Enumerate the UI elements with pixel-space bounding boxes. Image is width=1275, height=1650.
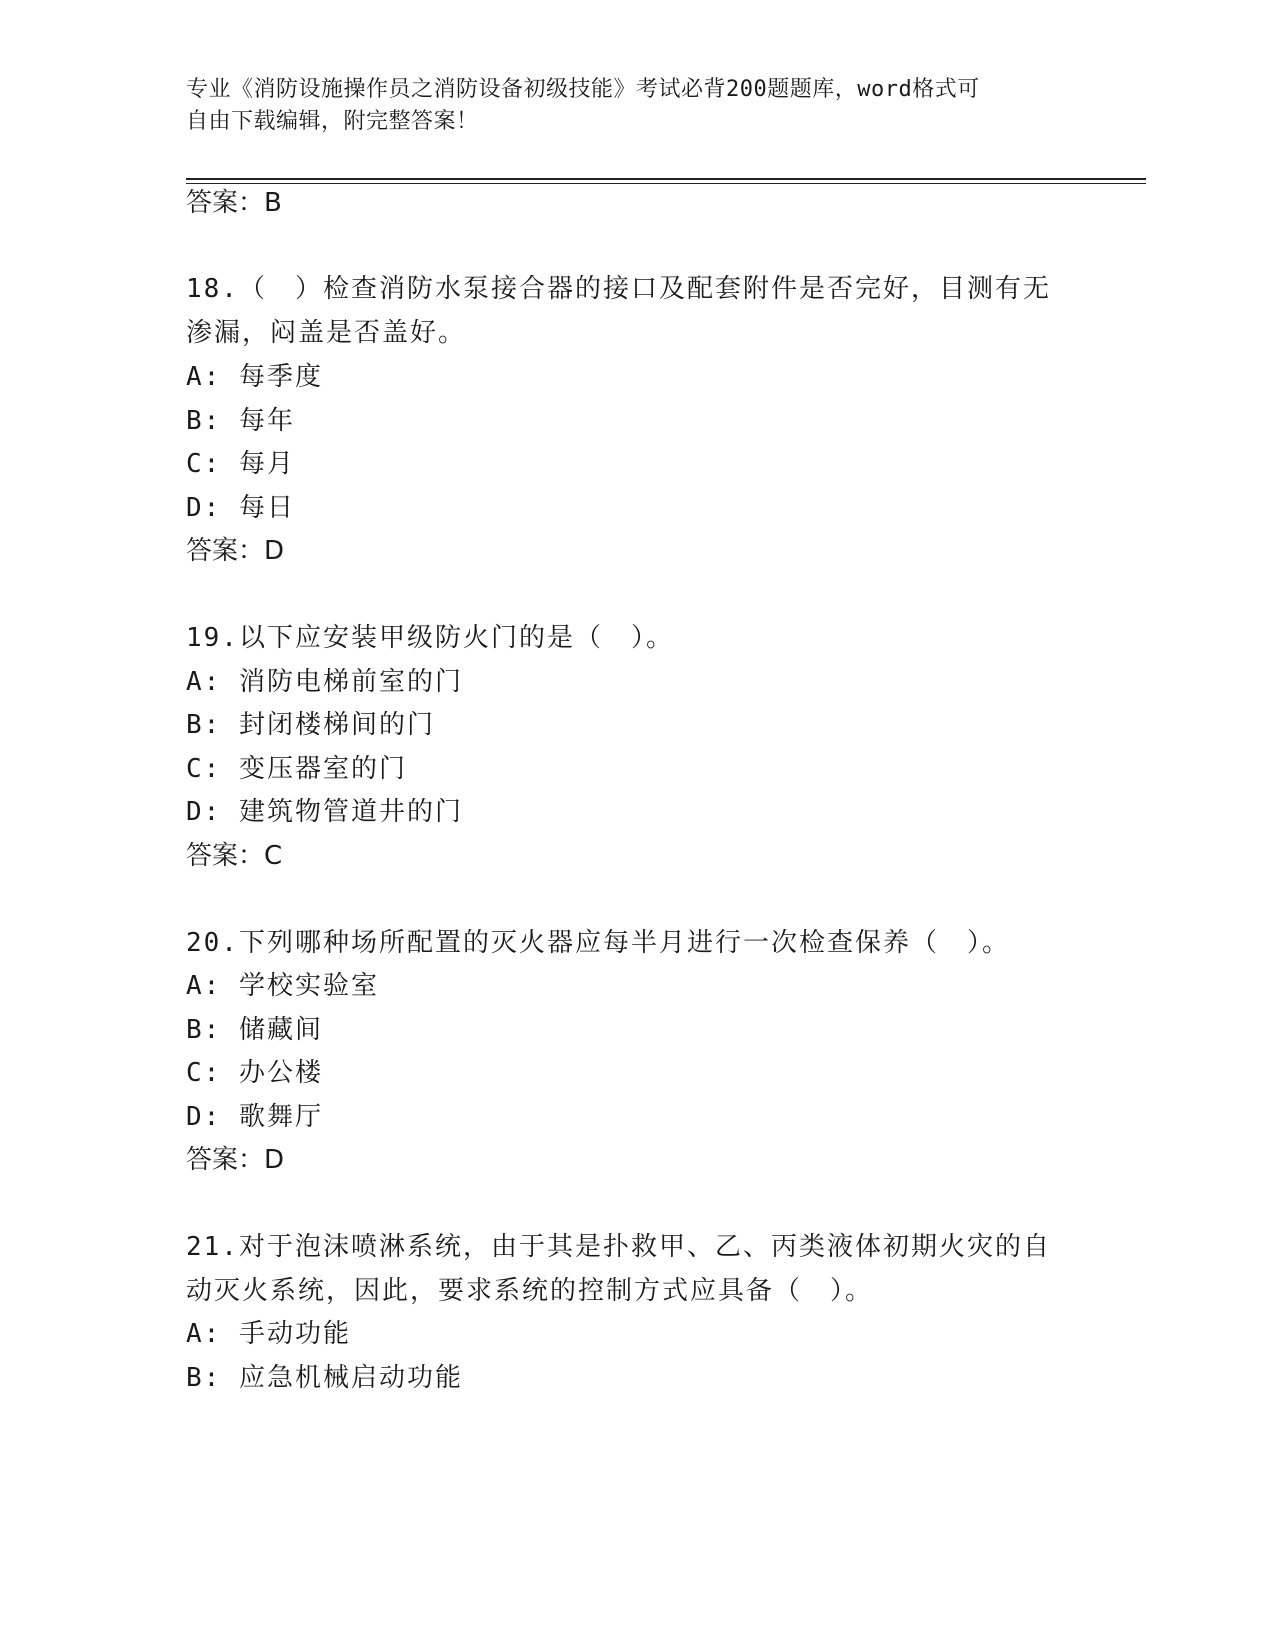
header-divider — [186, 178, 1146, 184]
question-18-option-c: C: 每月 — [186, 449, 295, 479]
question-19-option-d: D: 建筑物管道井的门 — [186, 797, 463, 827]
question-20-stem-line-1: 20.下列哪种场所配置的灭火器应每半月进行一次检查保养（ ）。 — [186, 928, 1010, 958]
question-21-stem-line-1: 21.对于泡沫喷淋系统，由于其是扑救甲、乙、丙类液体初期火灾的自 — [186, 1232, 1051, 1262]
question-20-option-c: C: 办公楼 — [186, 1058, 323, 1088]
question-19-option-a: A: 消防电梯前室的门 — [186, 667, 463, 697]
previous-answer: 答案：B — [186, 188, 282, 218]
question-18-option-a: A: 每季度 — [186, 362, 323, 392]
question-19-option-c: C: 变压器室的门 — [186, 754, 407, 784]
question-20-answer: 答案：D — [186, 1145, 285, 1175]
question-18-option-d: D: 每日 — [186, 493, 295, 523]
question-19-answer: 答案：C — [186, 841, 283, 871]
question-21-option-b: B: 应急机械启动功能 — [186, 1363, 463, 1393]
document-header — [186, 74, 1086, 138]
header-line-1: 专业《消防设施操作员之消防设备初级技能》考试必背200题题库，word格式可 — [186, 77, 980, 102]
question-18-stem-line-2: 渗漏，闷盖是否盖好。 — [186, 318, 467, 348]
question-18-answer: 答案：D — [186, 536, 285, 566]
question-19-option-b: B: 封闭楼梯间的门 — [186, 710, 435, 740]
question-21-option-a: A: 手动功能 — [186, 1319, 351, 1349]
header-line-2: 自由下载编辑，附完整答案！ — [186, 109, 479, 134]
question-20-option-b: B: 储藏间 — [186, 1015, 323, 1045]
question-18-stem-line-1: 18.（ ）检查消防水泵接合器的接口及配套附件是否完好，目测有无 — [186, 274, 1051, 304]
question-20-option-a: A: 学校实验室 — [186, 971, 379, 1001]
question-19-stem-line-1: 19.以下应安装甲级防火门的是（ ）。 — [186, 623, 674, 653]
question-20-option-d: D: 歌舞厅 — [186, 1102, 323, 1132]
question-21-stem-line-2: 动灭火系统，因此，要求系统的控制方式应具备（ ）。 — [186, 1276, 874, 1306]
question-18-option-b: B: 每年 — [186, 406, 295, 436]
